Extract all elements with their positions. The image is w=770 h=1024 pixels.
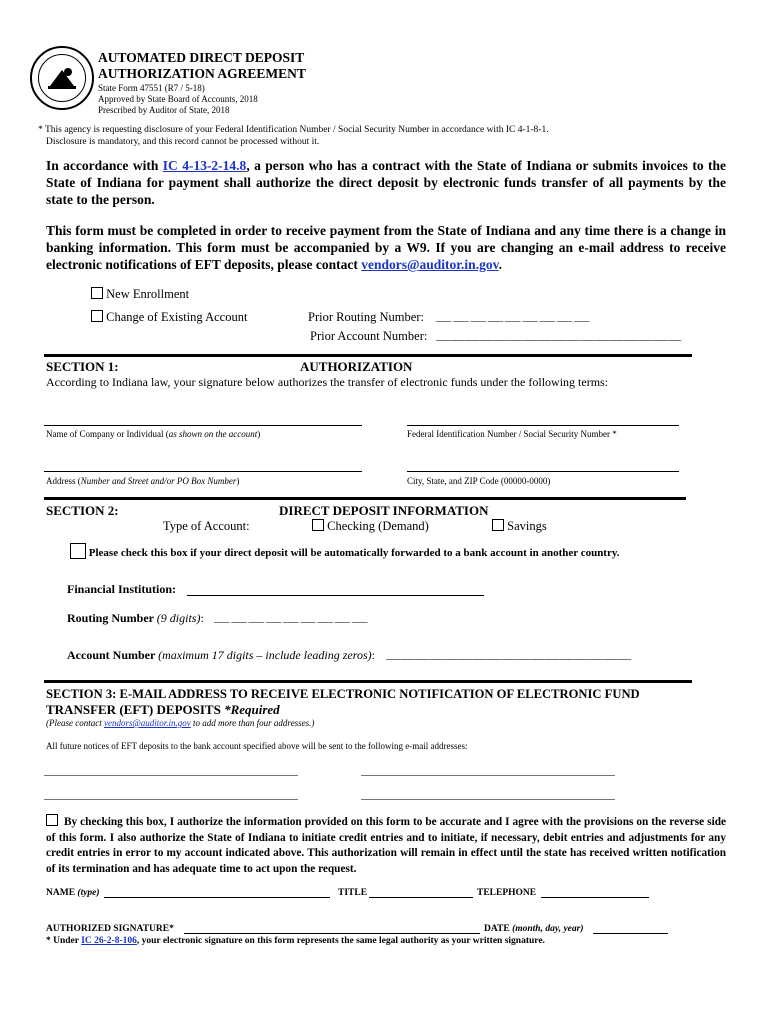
financial-institution-input[interactable] xyxy=(187,595,484,596)
section1-divider xyxy=(44,354,692,357)
intro-p1-prefix: In accordance with xyxy=(46,158,163,173)
prior-account-field[interactable]: ___ ___ ___ ___ ___ ___ ___ ___ ___ ___ ___ ___ ___ ___ ___ ___ ___ xyxy=(436,330,681,342)
seal-emblem-icon xyxy=(32,48,92,108)
ic-26-2-8-106-link[interactable]: IC 26-2-8-106 xyxy=(81,936,137,946)
account-number-hint: (maximum 17 digits – include leading zeros) xyxy=(158,648,372,662)
fein-ssn-label: Federal Identification Number / Social Security Number * xyxy=(407,429,617,439)
city-state-zip-input[interactable] xyxy=(407,471,679,472)
signature-footnote xyxy=(46,935,545,947)
vendors-email-link[interactable]: vendors@auditor.in.gov xyxy=(361,257,499,272)
address-label-text: Address ( xyxy=(46,476,81,486)
intro-paragraph-2 xyxy=(46,222,726,273)
section3-heading-line1: SECTION 3: E-MAIL ADDRESS TO RECEIVE ELECTRONIC NOTIFICATION OF ELECTRONIC FUND xyxy=(46,687,640,701)
agreement-paragraph xyxy=(46,814,726,877)
section1-heading: AUTHORIZATION xyxy=(300,359,413,374)
title-input[interactable] xyxy=(369,897,473,898)
intro-p1-rest: , a person who has a contract with the State of Indiana or submits invoices to the State of Indiana for payment shall authorize the direct deposit by electronic funds transfer of all payments by the state to the person. xyxy=(46,158,726,207)
section1-intro: According to Indiana law, your signature below authorizes the transfer of electronic funds under the following terms: xyxy=(46,375,609,389)
date-label-hint: (month, day, year) xyxy=(512,924,584,934)
contact-note-prefix: (Please contact xyxy=(46,718,104,728)
change-account-label: Change of Existing Account xyxy=(106,310,248,324)
date-input[interactable] xyxy=(593,933,668,934)
section3-heading-line2 xyxy=(46,702,280,718)
email-2-input[interactable] xyxy=(361,775,615,776)
agreement-checkbox[interactable] xyxy=(46,814,58,826)
contact-note-suffix: to add more than four addresses.) xyxy=(190,718,315,728)
email-3-input[interactable] xyxy=(44,799,298,800)
authorized-signature-input[interactable] xyxy=(184,933,480,934)
email-4-input[interactable] xyxy=(361,799,615,800)
prior-routing-label: Prior Routing Number: xyxy=(308,310,424,324)
ic-4-13-2-14-8-link[interactable]: IC 4-13-2-14.8 xyxy=(162,158,247,173)
footnote-rest: , your electronic signature on this form represents the same legal authority as your written signature. xyxy=(136,936,545,946)
section1-label: SECTION 1: xyxy=(46,359,119,374)
company-name-input[interactable] xyxy=(44,425,362,426)
approved-by: Approved by State Board of Accounts, 2018 xyxy=(98,94,258,104)
foreign-account-checkbox[interactable] xyxy=(70,543,86,559)
routing-number-label: Routing Number xyxy=(67,611,154,625)
new-enrollment-label: New Enrollment xyxy=(106,287,190,301)
routing-number-row xyxy=(67,611,204,626)
prior-account-label: Prior Account Number: xyxy=(310,329,428,343)
foreign-account-option xyxy=(70,543,620,560)
routing-number-hint: (9 digits) xyxy=(156,611,201,625)
address-label-end: ) xyxy=(236,476,240,486)
address-label xyxy=(46,476,239,487)
foreign-account-label: Please check this box if your direct deposit will be automatically forwarded to a bank account in another country. xyxy=(88,547,620,559)
indiana-state-seal xyxy=(30,46,94,110)
section2-heading: DIRECT DEPOSIT INFORMATION xyxy=(279,503,489,518)
form-number: State Form 47551 (R7 / 5-18) xyxy=(98,83,205,93)
company-name-label-hint: as shown on the account xyxy=(168,429,258,439)
new-enrollment-checkbox[interactable] xyxy=(91,287,103,299)
account-type-label: Type of Account: xyxy=(163,519,250,533)
savings-label: Savings xyxy=(507,519,547,533)
checking-option xyxy=(312,519,429,534)
change-account-option xyxy=(91,310,247,325)
savings-option xyxy=(492,519,547,534)
account-number-input[interactable]: ___ ___ ___ ___ ___ ___ ___ ___ ___ ___ ___ ___ ___ ___ ___ ___ ___ xyxy=(386,649,631,661)
company-name-label-text: Name of Company or Individual ( xyxy=(46,429,169,439)
date-label-text: DATE xyxy=(484,924,513,934)
new-enrollment-option xyxy=(91,287,189,302)
account-number-row xyxy=(67,648,375,663)
section3-heading-text: TRANSFER (EFT) DEPOSITS xyxy=(46,702,225,717)
company-name-label-end: ) xyxy=(257,429,261,439)
prescribed-by: Prescribed by Auditor of State, 2018 xyxy=(98,105,230,115)
footnote-prefix: * Under xyxy=(46,936,82,946)
form-title-line2: AUTHORIZATION AGREEMENT xyxy=(98,66,306,81)
disclosure-line1: * This agency is requesting disclosure of your Federal Identification Number / Social Security Number in accordance with IC 4-1-8-1. xyxy=(38,125,549,135)
checking-checkbox[interactable] xyxy=(312,519,324,531)
change-account-checkbox[interactable] xyxy=(91,310,103,322)
fein-ssn-input[interactable] xyxy=(407,425,679,426)
savings-checkbox[interactable] xyxy=(492,519,504,531)
checking-label: Checking (Demand) xyxy=(327,519,429,533)
name-label-hint: (type) xyxy=(77,888,100,898)
section3-contact-note xyxy=(46,718,314,729)
intro-paragraph-1 xyxy=(46,157,726,208)
section3-required: *Required xyxy=(224,702,280,717)
city-state-zip-label: City, State, and ZIP Code (00000-0000) xyxy=(407,476,551,486)
date-label xyxy=(484,923,584,935)
routing-number-colon: : xyxy=(200,611,204,625)
authorized-signature-label: AUTHORIZED SIGNATURE* xyxy=(46,924,174,934)
name-input[interactable] xyxy=(104,897,330,898)
email-1-input[interactable] xyxy=(44,775,298,776)
prior-routing-field[interactable]: ___ ___ ___ ___ ___ ___ ___ ___ ___ xyxy=(436,311,589,323)
name-label-text: NAME xyxy=(46,888,78,898)
address-label-hint: Number and Street and/or PO Box Number xyxy=(80,476,237,486)
section3-divider xyxy=(44,680,692,683)
section2-divider xyxy=(44,497,686,500)
routing-number-input[interactable]: ___ ___ ___ ___ ___ ___ ___ ___ ___ xyxy=(214,612,367,624)
address-input[interactable] xyxy=(44,471,362,472)
intro-p2-end: . xyxy=(498,257,502,272)
section3-future-notice: All future notices of EFT deposits to the bank account specified above will be sent to the following e-mail addresses: xyxy=(46,741,468,751)
financial-institution-label: Financial Institution: xyxy=(67,582,177,596)
account-number-colon: : xyxy=(371,648,375,662)
company-name-label xyxy=(46,429,260,440)
title-label: TITLE xyxy=(338,888,368,898)
disclosure-line2: Disclosure is mandatory, and this record cannot be processed without it. xyxy=(46,137,320,147)
account-number-label: Account Number xyxy=(67,648,156,662)
vendors-email-link-2[interactable]: vendors@auditor.in.gov xyxy=(103,718,191,728)
section2-label: SECTION 2: xyxy=(46,503,119,518)
intro-p2-text: This form must be completed in order to receive payment from the State of Indiana and any time there is a change in banking information. This form must be accompanied by a W9. If you are changing an e-mail address to receive electronic notifications of EFT deposits, please contact xyxy=(46,223,726,272)
form-title-line1: AUTOMATED DIRECT DEPOSIT xyxy=(98,50,305,65)
telephone-label: TELEPHONE xyxy=(477,888,537,898)
telephone-input[interactable] xyxy=(541,897,649,898)
name-label xyxy=(46,887,100,899)
agreement-text: By checking this box, I authorize the information provided on this form to be accurate and I agree with the provisions on the reverse side of this form. I also authorize the State of Indiana to initiate credit entries and to initiate, if necessary, debit entries and adjustments for any credit entries in error to my account indicated above. This authorization will remain in effect until the state has received written notification of its termination and has adequate time to act upon the request. xyxy=(46,816,726,875)
